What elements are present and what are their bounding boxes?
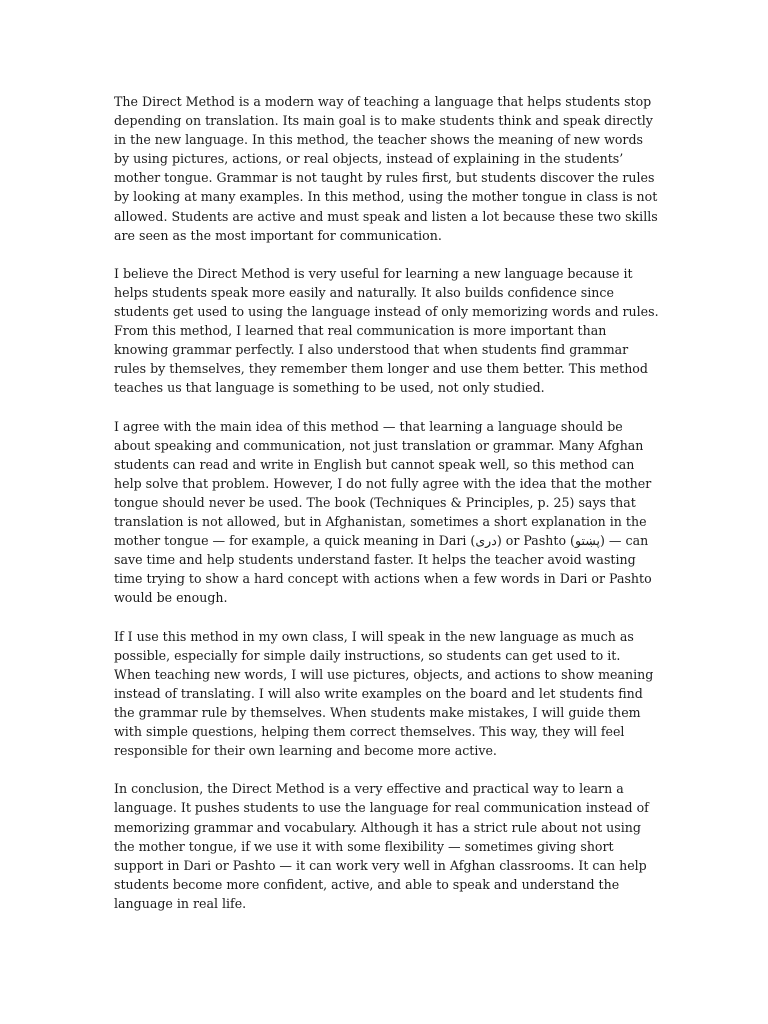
paragraph-introduction: The Direct Method is a modern way of teaching a language that helps students stop depending on translation. Its main goal is to make students think and speak directly in the new language. In this method, the teacher shows the meaning of new words by using pictures, actions, or real objects, instead of explaining in the students’ mother tongue. Grammar is not taught by rules first, but students discover the rules by looking at many examples. In this method, using the mother tongue in class is not allowed. Students are active and must speak and listen a lot because these two skills are seen as the most important for communication. — [114, 94, 658, 243]
paragraph-opinion: I believe the Direct Method is very useful for learning a new language because it helps students speak more easily and naturally. It also builds confidence since students get used to using the language instead of only memorizing words and rules. From this method, I learned that real communication is more important than knowing grammar perfectly. I also understood that when students find grammar rules by themselves, they remember them longer and use them better. This method teaches us that language is something to be used, not only studied. — [114, 265, 659, 396]
document-body — [114, 92, 659, 932]
paragraph-agreement: I agree with the main idea of this method — that learning a language should be about speaking and communication, not just translation or grammar. Many Afghan students can read and write in English but cannot speak well, so this method can help solve that problem. However, I do not fully agree with the idea that the mother tongue should never be used. The book (Techniques & Principles, p. 25) says that translation is not allowed, but in Afghanistan, sometimes a short explanation in the mother tongue — for example, a quick meaning in Dari (دری) or Pashto (پښتو) — can save time and help students understand faster. It helps the teacher avoid wasting time trying to show a hard concept with actions when a few words in Dari or Pashto would be enough. — [114, 418, 652, 606]
paragraph-application: If I use this method in my own class, I will speak in the new language as much as possible, especially for simple daily instructions, so students can get used to it. When teaching new words, I will use pictures, objects, and actions to show meaning instead of translating. I will also write examples on the board and let students find the grammar rule by themselves. When students make mistakes, I will guide them with simple questions, helping them correct themselves. This way, they will feel responsible for their own learning and become more active. — [114, 628, 654, 759]
paragraph-conclusion: In conclusion, the Direct Method is a very effective and practical way to learn a language. It pushes students to use the language for real communication instead of memorizing grammar and vocabulary. Although it has a strict rule about not using the mother tongue, if we use it with some flexibility — sometimes giving short support in Dari or Pashto — it can work very well in Afghan classrooms. It can help students become more confident, active, and able to speak and understand the language in real life. — [114, 781, 649, 911]
